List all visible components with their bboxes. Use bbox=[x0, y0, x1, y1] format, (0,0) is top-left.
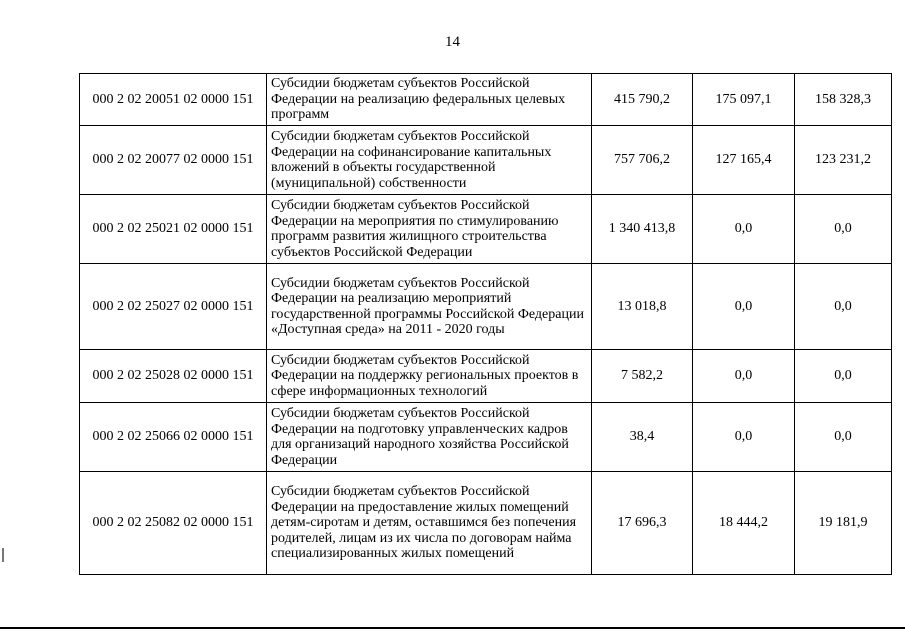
amount-3: 0,0 bbox=[795, 264, 892, 350]
row-description: Субсидии бюджетам субъектов Российской Федерации на софинансирование капитальных вложений в объекты государственной (муниципальной) собственности bbox=[267, 126, 592, 195]
amount-2: 0,0 bbox=[693, 264, 795, 350]
budget-code: 000 2 02 25027 02 0000 151 bbox=[80, 264, 267, 350]
amount-2: 18 444,2 bbox=[693, 472, 795, 575]
table-row bbox=[80, 403, 892, 472]
amount-2: 0,0 bbox=[693, 195, 795, 264]
row-description: Субсидии бюджетам субъектов Российской Федерации на подготовку управленческих кадров для организаций народного хозяйства Российской Федерации bbox=[267, 403, 592, 472]
amount-1: 1 340 413,8 bbox=[592, 195, 693, 264]
budget-code: 000 2 02 25028 02 0000 151 bbox=[80, 350, 267, 403]
amount-1: 13 018,8 bbox=[592, 264, 693, 350]
amount-3: 0,0 bbox=[795, 350, 892, 403]
amount-3: 0,0 bbox=[795, 195, 892, 264]
amount-3: 158 328,3 bbox=[795, 74, 892, 126]
amount-1: 38,4 bbox=[592, 403, 693, 472]
amount-2: 0,0 bbox=[693, 403, 795, 472]
amount-2: 0,0 bbox=[693, 350, 795, 403]
table-row bbox=[80, 126, 892, 195]
page-bottom-rule bbox=[0, 627, 905, 629]
scan-margin-mark bbox=[2, 548, 4, 562]
amount-2: 175 097,1 bbox=[693, 74, 795, 126]
table-row bbox=[80, 350, 892, 403]
row-description: Субсидии бюджетам субъектов Российской Федерации на предоставление жилых помещений детям-сиротам и детям, оставшимся без попечения родителей, лицам из их числа по договорам найма специализированных жилых помещений bbox=[267, 472, 592, 575]
row-description: Субсидии бюджетам субъектов Российской Федерации на мероприятия по стимулированию программ развития жилищного строительства субъектов Российской Федерации bbox=[267, 195, 592, 264]
row-description: Субсидии бюджетам субъектов Российской Федерации на реализацию мероприятий государственной программы Российской Федерации «Доступная среда» на 2011 - 2020 годы bbox=[267, 264, 592, 350]
table-row bbox=[80, 472, 892, 575]
amount-2: 127 165,4 bbox=[693, 126, 795, 195]
table-row bbox=[80, 264, 892, 350]
table-row bbox=[80, 195, 892, 264]
amount-3: 123 231,2 bbox=[795, 126, 892, 195]
budget-table bbox=[79, 73, 892, 575]
row-description: Субсидии бюджетам субъектов Российской Федерации на поддержку региональных проектов в сфере информационных технологий bbox=[267, 350, 592, 403]
row-description: Субсидии бюджетам субъектов Российской Федерации на реализацию федеральных целевых программ bbox=[267, 74, 592, 126]
amount-3: 0,0 bbox=[795, 403, 892, 472]
amount-1: 415 790,2 bbox=[592, 74, 693, 126]
budget-code: 000 2 02 20077 02 0000 151 bbox=[80, 126, 267, 195]
budget-code: 000 2 02 25066 02 0000 151 bbox=[80, 403, 267, 472]
amount-3: 19 181,9 bbox=[795, 472, 892, 575]
amount-1: 757 706,2 bbox=[592, 126, 693, 195]
page-number: 14 bbox=[445, 34, 460, 50]
budget-code: 000 2 02 25082 02 0000 151 bbox=[80, 472, 267, 575]
amount-1: 17 696,3 bbox=[592, 472, 693, 575]
budget-code: 000 2 02 25021 02 0000 151 bbox=[80, 195, 267, 264]
table-row bbox=[80, 74, 892, 126]
budget-code: 000 2 02 20051 02 0000 151 bbox=[80, 74, 267, 126]
amount-1: 7 582,2 bbox=[592, 350, 693, 403]
